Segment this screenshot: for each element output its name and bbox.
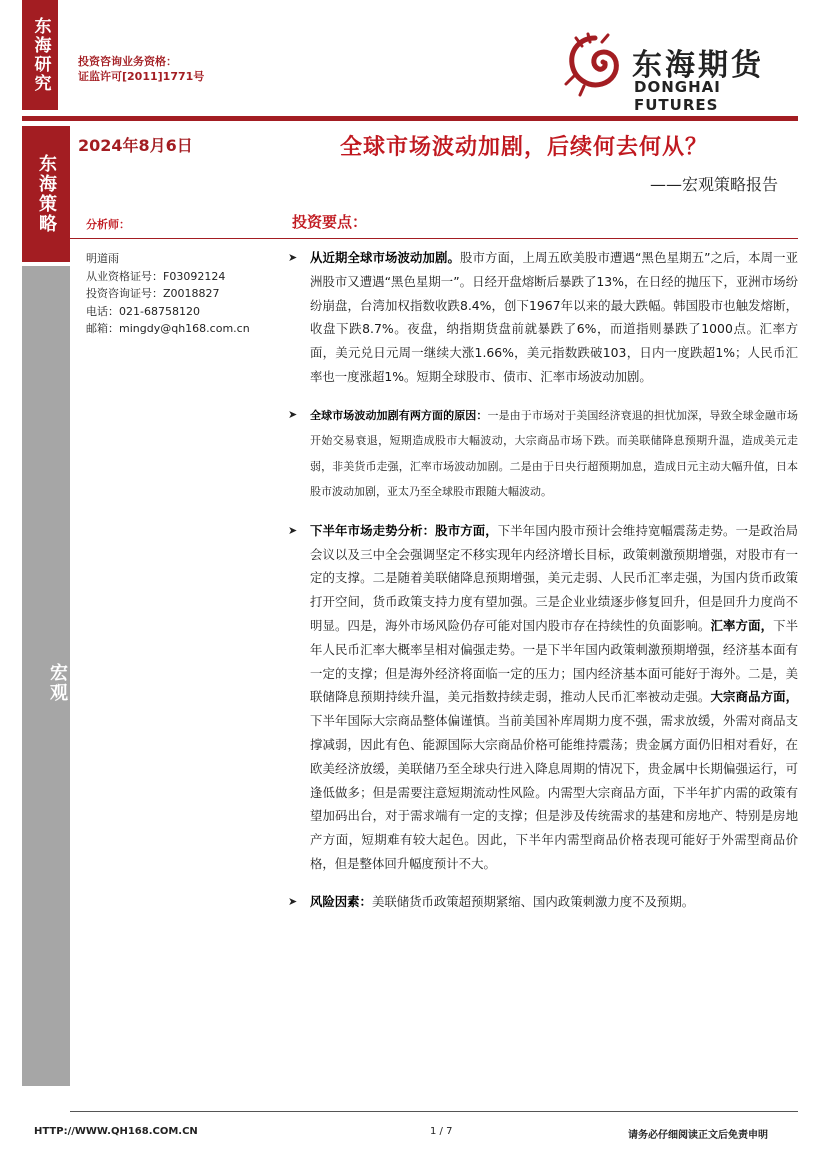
footer-divider [70,1111,798,1112]
point-text: 美联储货币政策超预期紧缩、国内政策刺激力度不及预期。 [371,893,695,909]
dragon-logo-icon [562,32,628,98]
point-item [288,890,798,914]
company-logo [562,30,802,114]
point-paragraph [310,246,798,389]
strategy-tab: 东海策略 [22,126,70,262]
point-lead: 全球市场波动加剧有两方面的原因： [310,408,488,422]
point-paragraph [310,519,798,876]
analyst-cert1: 从业资格证号：F03092124 [86,269,226,283]
point-item [288,403,798,505]
title-divider [70,238,798,239]
point-text: 下半年国际大宗商品整体偏谨慎。当前美国补库周期力度不强，需求放缓，外需对商品支撑减弱，因此有色、能源国际大宗商品价格可能维持震荡；贵金属方面仍旧相对看好，在欧美经济放缓，美联储乃至全球央行进入降息周期的情况下，贵金属中长期偏强运行，可逢低做多；但是需要注意短期流动性风险。内需型大宗商品方面，下半年扩内需的政策有望加码出台，对于需求端有一定的支撑；但是涉及传统需求的基建和房地产、特别是房地产方面，短期难有较大起色。因此，下半年内需型商品价格表现可能好于外需型商品价格，但是整体回升幅度预计不大。 [310,713,798,871]
logo-en-text: DONGHAI FUTURES [634,78,721,114]
report-title: 全球市场波动加剧，后续何去何从？ [340,135,709,160]
header-divider [22,116,798,121]
qualification-line1: 投资咨询业务资格： [78,55,177,68]
footer-disclaimer: 请务必仔细阅读正文后免责申明 [628,1130,768,1141]
analyst-email: 邮箱：mingdy@qh168.com.cn [86,322,250,335]
point-item [288,246,798,389]
point-item [288,519,798,876]
analyst-phone: 电话：021-68758120 [86,304,200,318]
point-paragraph [310,890,798,914]
point-paragraph [310,403,798,505]
analyst-name: 明道雨 [86,252,119,265]
point-lead: 从近期全球市场波动加剧。 [310,250,461,265]
points-label: 投资要点： [292,213,368,231]
point-sub-lead: 大宗商品方面， [710,689,799,705]
point-sub-lead: 股市方面， [435,522,498,538]
point-text: 下半年国内股市预计会维持宽幅震荡走势。一是政治局会议以及三中全会强调坚定不移实现年内经济增长目标，政策刺激预期增强，对股市有一定的支撑。二是随着美联储降息预期增强，美元走弱、人民币汇率走强，为国内货币政策打开空间，货币政策支持力度有望加强。三是企业业绩逐步修复回升，但是回升力度尚不明显。四是，海外市场风险仍存可能对国内股市存在持续性的负面影响。 [310,522,799,633]
bullet-arrow-icon: ➤ [288,251,298,264]
bullet-arrow-icon: ➤ [288,523,298,537]
bullet-arrow-icon: ➤ [288,407,298,421]
point-text: 下半年人民币汇率大概率呈相对偏强走势。一是下半年国内政策刺激预期增强，经济基本面有一定的支撑；但是海外经济将面临一定的压力；国内经济基本面可能好于海外。二是，美联储降息预期持续升温，美元指数持续走弱，推动人民币汇率被动走强。 [310,617,799,705]
research-tab: 东海研究 [22,0,58,110]
qualification-line2: 证监许可[2011]1771号 [78,70,205,83]
analyst-label: 分析师： [86,218,130,231]
page-number: 1 / 7 [430,1126,453,1137]
qualification [78,54,204,84]
point-lead: 风险因素： [310,893,372,909]
logo-cn-text: 东海期货 [632,48,764,83]
point-text: 一是由于市场对于美国经济衰退的担忧加深，导致全球金融市场开始交易衰退，短期造成股市大幅波动，大宗商品市场下跌。而美联储降息预期升温，造成美元走弱，非美货币走强，汇率市场波动加剧。二是由于日央行超预期加息，造成日元主动大幅升值，日本股市波动加剧，亚太乃至全球股市跟随大幅波动。 [310,408,799,499]
point-sub-lead: 汇率方面， [710,617,774,633]
report-date: 2024年8月6日 [78,136,193,155]
footer-url-link[interactable]: HTTP://WWW.QH168.COM.CN [34,1126,198,1137]
macro-tab: 宏观 [22,266,70,1086]
point-lead: 下半年市场走势分析： [310,522,436,538]
analyst-cert2: 投资咨询证号：Z0018827 [86,287,220,300]
bullet-arrow-icon: ➤ [288,894,298,908]
report-subtitle: ——宏观策略报告 [650,175,779,194]
analyst-info [86,250,250,338]
points-content [288,246,798,928]
point-text: 股市方面，上周五欧美股市遭遇“黑色星期五”之后，本周一亚洲股市又遭遇“黑色星期一”。日经开盘熔断后暴跌了13%，在日经的抛压下，亚洲市场纷纷崩盘，台湾加权指数收跌8.4%，创下1967年以来的最大跌幅。韩国股市也触发熔断，收盘下跌8.7%。夜盘，纳指期货盘前就暴跌了6%，而道指则暴跌了1000点。汇率方面，美元兑日元周一继续大涨1.66%，美元指数跌破103，日内一度跌超1%；人民币汇率也一度涨超1%。短期全球股市、债市、汇率市场波动加剧。 [310,250,798,384]
